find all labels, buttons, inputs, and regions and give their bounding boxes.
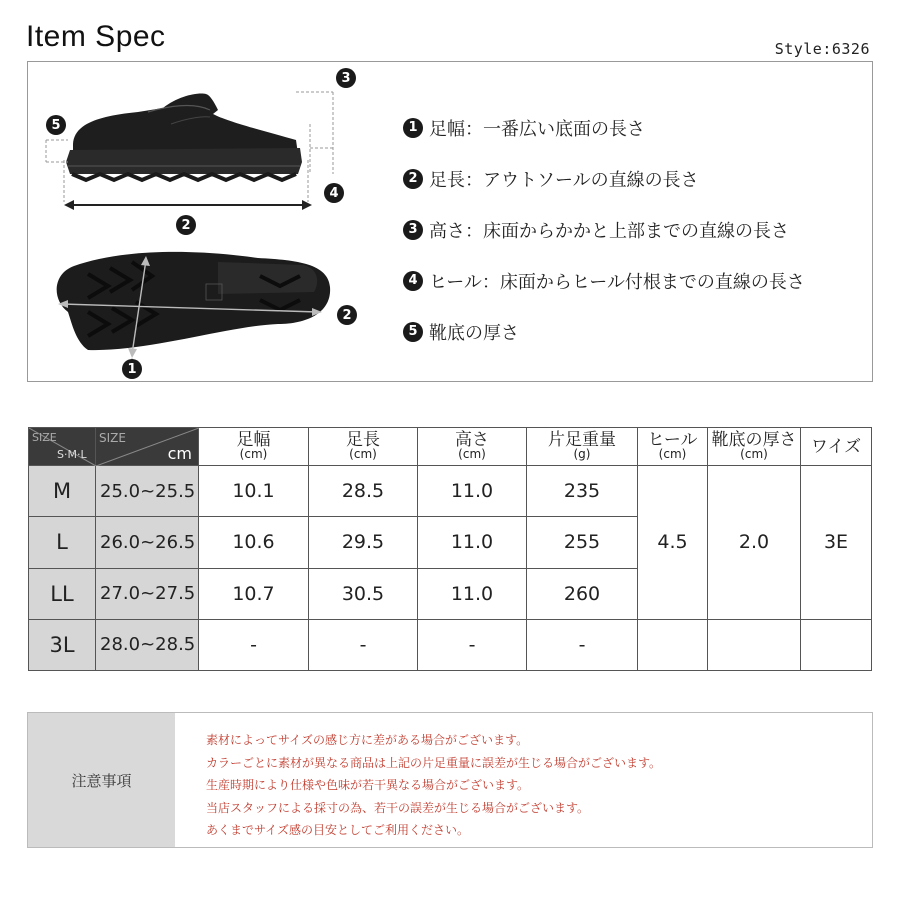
- notes-panel: [27, 712, 873, 848]
- length-cell: 29.5: [309, 517, 418, 568]
- header-weight: 片足重量 (g): [527, 428, 638, 466]
- length-cell: 30.5: [309, 568, 418, 619]
- header-sole: 靴底の厚さ (cm): [708, 428, 801, 466]
- wise-cell: 3E: [801, 466, 872, 620]
- diagram-marker-4: 4: [324, 183, 344, 203]
- cm-range-cell: 27.0~27.5: [96, 568, 199, 619]
- number-badge: 2: [403, 169, 423, 189]
- header-heel: ヒール (cm): [638, 428, 708, 466]
- cm-range-cell: 26.0~26.5: [96, 517, 199, 568]
- number-badge: 5: [403, 322, 423, 342]
- note-line: あくまでサイズ感の目安としてご利用ください。: [206, 823, 470, 837]
- header-foot-length: 足長 (cm): [309, 428, 418, 466]
- corner-cm-label: cm: [167, 444, 192, 463]
- table-corner-cm: [96, 428, 199, 466]
- spec-item-text: 靴底の厚さ: [429, 322, 519, 344]
- height-cell: -: [418, 619, 527, 670]
- note-line: 素材によってサイズの感じ方に差がある場合がございます。: [206, 733, 529, 747]
- diagram-marker-5: 5: [46, 115, 66, 135]
- header-foot-width: 足幅 (cm): [199, 428, 309, 466]
- diagram-marker-2-side: 2: [176, 215, 196, 235]
- header-height: 高さ (cm): [418, 428, 527, 466]
- diagram-marker-3: 3: [336, 68, 356, 88]
- spec-item-text: 高さ：床面からかかと上部までの直線の長さ: [429, 220, 789, 242]
- spec-item-text: ヒール：床面からヒール付根までの直線の長さ: [429, 271, 805, 293]
- height-cell: 11.0: [418, 517, 527, 568]
- empty-cell: [638, 619, 708, 670]
- number-badge: 3: [403, 220, 423, 240]
- spec-definition-list: [403, 102, 805, 357]
- spec-item-text: 足幅：一番広い底面の長さ: [429, 118, 645, 140]
- note-line: カラーごとに素材が異なる商品は上記の片足重量に誤差が生じる場合がございます。: [206, 755, 662, 770]
- spec-item: [403, 255, 805, 306]
- spec-item: [403, 204, 805, 255]
- spec-item: [403, 306, 805, 357]
- note-line: 生産時期により仕様や色味が若干異なる場合がございます。: [206, 778, 530, 792]
- size-table: [28, 427, 872, 671]
- corner-sml-label: S·M·L: [57, 448, 87, 461]
- empty-cell: [708, 619, 801, 670]
- length-cell: 28.5: [309, 466, 418, 517]
- notes-label: 注意事項: [28, 713, 175, 847]
- size-cell: LL: [29, 568, 96, 619]
- table-row: [29, 466, 872, 517]
- cm-range-cell: 28.0~28.5: [96, 619, 199, 670]
- sole-cell: 2.0: [708, 466, 801, 620]
- spec-item: [403, 102, 805, 153]
- width-cell: 10.7: [199, 568, 309, 619]
- corner-size-label: SIZE: [32, 431, 57, 444]
- diagram-marker-2-sole: 2: [337, 305, 357, 325]
- diagram-marker-1: 1: [122, 359, 142, 379]
- size-cell: 3L: [29, 619, 96, 670]
- width-cell: 10.1: [199, 466, 309, 517]
- empty-cell: [801, 619, 872, 670]
- weight-cell: 235: [527, 466, 638, 517]
- note-line: 当店スタッフによる採寸の為、若干の誤差が生じる場合がございます。: [206, 800, 590, 815]
- length-cell: -: [309, 619, 418, 670]
- weight-cell: 255: [527, 517, 638, 568]
- cm-range-cell: 25.0~25.5: [96, 466, 199, 517]
- spec-diagram-box: [27, 61, 873, 382]
- table-row: [29, 619, 872, 670]
- weight-cell: 260: [527, 568, 638, 619]
- size-cell: M: [29, 466, 96, 517]
- header-wise: ワイズ: [801, 428, 872, 466]
- shoe-side-view: [66, 94, 302, 180]
- size-cell: L: [29, 517, 96, 568]
- width-cell: 10.6: [199, 517, 309, 568]
- number-badge: 4: [403, 271, 423, 291]
- notes-body: [175, 713, 661, 847]
- spec-item-text: 足長：アウトソールの直線の長さ: [429, 169, 699, 191]
- heel-cell: 4.5: [638, 466, 708, 620]
- table-corner-sml: [29, 428, 96, 466]
- weight-cell: -: [527, 619, 638, 670]
- corner-size-label: SIZE: [99, 431, 126, 445]
- height-cell: 11.0: [418, 466, 527, 517]
- spec-item: [403, 153, 805, 204]
- page-title: Item Spec: [26, 20, 166, 53]
- style-code: Style:6326: [774, 40, 870, 58]
- height-cell: 11.0: [418, 568, 527, 619]
- width-cell: -: [199, 619, 309, 670]
- number-badge: 1: [403, 118, 423, 138]
- shoe-sole-view: [57, 252, 330, 350]
